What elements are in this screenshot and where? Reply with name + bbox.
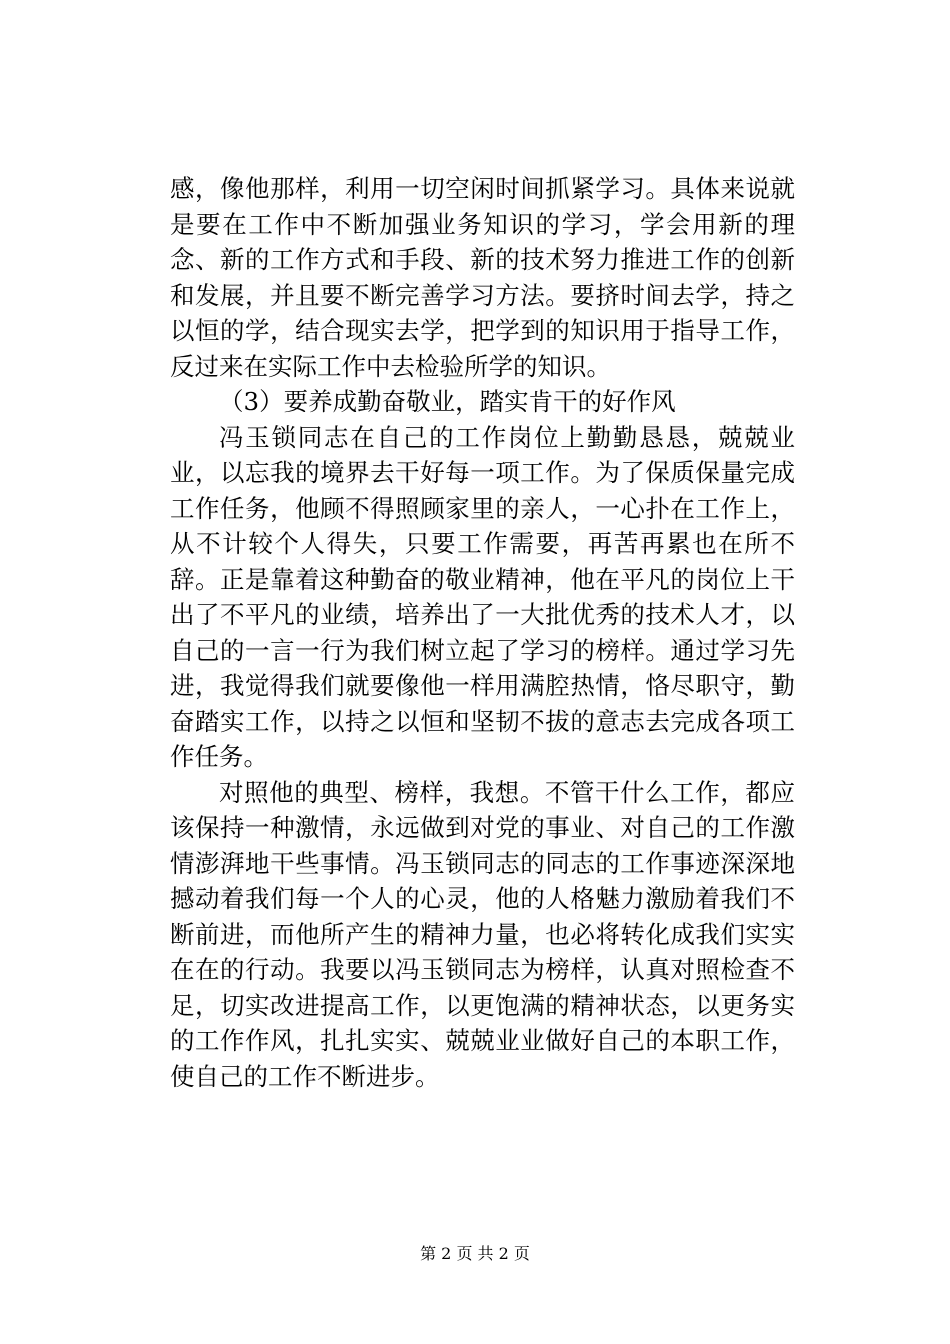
document-body [170, 171, 795, 1094]
page-footer: 第 2 页 共 2 页 [420, 1244, 530, 1263]
paragraph-diligence: 冯玉锁同志在自己的工作岗位上勤勤恳恳，兢兢业业，以忘我的境界去干好每一项工作。为了保质保量完成工作任务，他顾不得照顾家里的亲人，一心扑在工作上，从不计较个人得失，只要工作需要，再苦再累也在所不辞。正是靠着这种勤奋的敬业精神，他在平凡的岗位上干出了不平凡的业绩，培养出了一大批优秀的技术人才，以自己的一言一行为我们树立起了学习的榜样。通过学习先进，我觉得我们就要像他一样用满腔热情，恪尽职守，勤奋踏实工作，以持之以恒和坚韧不拔的意志去完成各项工作任务。 [170, 422, 795, 771]
section-heading: （3）要养成勤奋敬业，踏实肯干的好作风 [219, 387, 676, 416]
paragraph-conclusion: 对照他的典型、榜样，我想。不管干什么工作，都应该保持一种激情，永远做到对党的事业、对自己的工作激情澎湃地干些事情。冯玉锁同志的同志的工作事迹深深地撼动着我们每一个人的心灵，他的人格魅力激励着我们不断前进，而他所产生的精神力量，也必将转化成我们实实在在的行动。我要以冯玉锁同志为榜样，认真对照检查不足，切实改进提高工作，以更饱满的精神状态，以更务实的工作作风，扎扎实实、兢兢业业做好自己的本职工作，使自己的工作不断进步。 [170, 777, 795, 1091]
paragraph-continued: 感，像他那样，利用一切空闲时间抓紧学习。具体来说就是要在工作中不断加强业务知识的学习，学会用新的理念、新的工作方式和手段、新的技术努力推进工作的创新和发展，并且要不断完善学习方法。要挤时间去学，持之以恒的学，结合现实去学，把学到的知识用于指导工作，反过来在实际工作中去检验所学的知识。 [170, 174, 795, 381]
